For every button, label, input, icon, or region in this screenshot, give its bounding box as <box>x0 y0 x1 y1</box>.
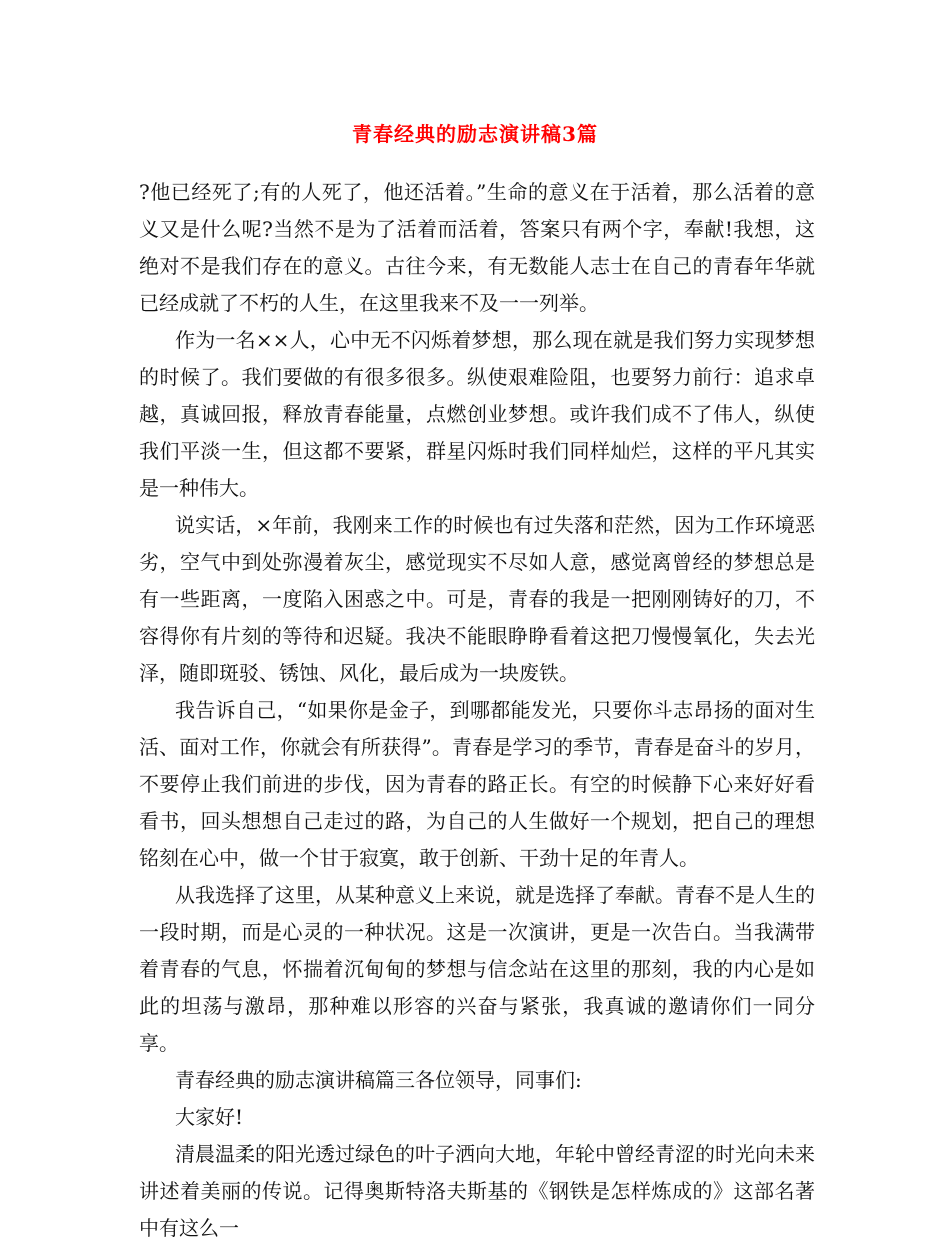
paragraph-4: 我告诉自己，“如果你是金子，到哪都能发光，只要你斗志昂扬的面对生活、面对工作，你就会有所获得”。青春是学习的季节，青春是奋斗的岁月，不要停止我们前进的步伐，因为青春的路正长。有空的时候静下心来好好看看书，回头想想自己走过的路，为自己的人生做好一个规划，把自己的理想铭刻在心中，做一个甘于寂寞，敢于创新、干劲十足的年青人。 <box>139 698 815 870</box>
document-body <box>139 174 815 1247</box>
paragraph-3: 说实话，×年前，我刚来工作的时候也有过失落和茫然，因为工作环境恶劣，空气中到处弥漫着灰尘，感觉现实不尽如人意，感觉离曾经的梦想总是有一些距离，一度陷入困惑之中。可是，青春的我是一把刚刚铸好的刀，不容得你有片刻的等待和迟疑。我决不能眼睁睁看着这把刀慢慢氧化，失去光泽，随即斑驳、锈蚀、风化，最后成为一块废铁。 <box>139 513 815 685</box>
paragraph-8: 清晨温柔的阳光透过绿色的叶子洒向大地，年轮中曾经青涩的时光向未来讲述着美丽的传说。记得奥斯特洛夫斯基的《钢铁是怎样炼成的》这部名著中有这么一 <box>139 1142 815 1240</box>
paragraph-1: ?他已经死了;有的人死了，他还活着。”生命的意义在于活着，那么活着的意义又是什么呢?当然不是为了活着而活着，答案只有两个字，奉献!我想，这绝对不是我们存在的意义。古往今来，有无数能人志士在自己的青春年华就已经成就了不朽的人生，在这里我来不及一一列举。 <box>139 180 815 315</box>
paragraph-6: 青春经典的励志演讲稿篇三各位领导，同事们: <box>175 1068 582 1092</box>
paragraph-7: 大家好! <box>175 1105 244 1129</box>
document-title: 青春经典的励志演讲稿3篇 <box>352 122 598 146</box>
paragraph-5: 从我选择了这里，从某种意义上来说，就是选择了奉献。青春不是人生的一段时期，而是心灵的一种状况。这是一次演讲，更是一次告白。当我满带着青春的气息，怀揣着沉甸甸的梦想与信念站在这里的那刻，我的内心是如此的坦荡与激昂，那种难以形容的兴奋与紧张，我真诚的邀请你们一同分享。 <box>139 883 815 1055</box>
paragraph-2: 作为一名××人，心中无不闪烁着梦想，那么现在就是我们努力实现梦想的时候了。我们要做的有很多很多。纵使艰难险阻，也要努力前行：追求卓越，真诚回报，释放青春能量，点燃创业梦想。或许我们成不了伟人，纵使我们平淡一生，但这都不要紧，群星闪烁时我们同样灿烂，这样的平凡其实是一种伟大。 <box>139 328 815 500</box>
